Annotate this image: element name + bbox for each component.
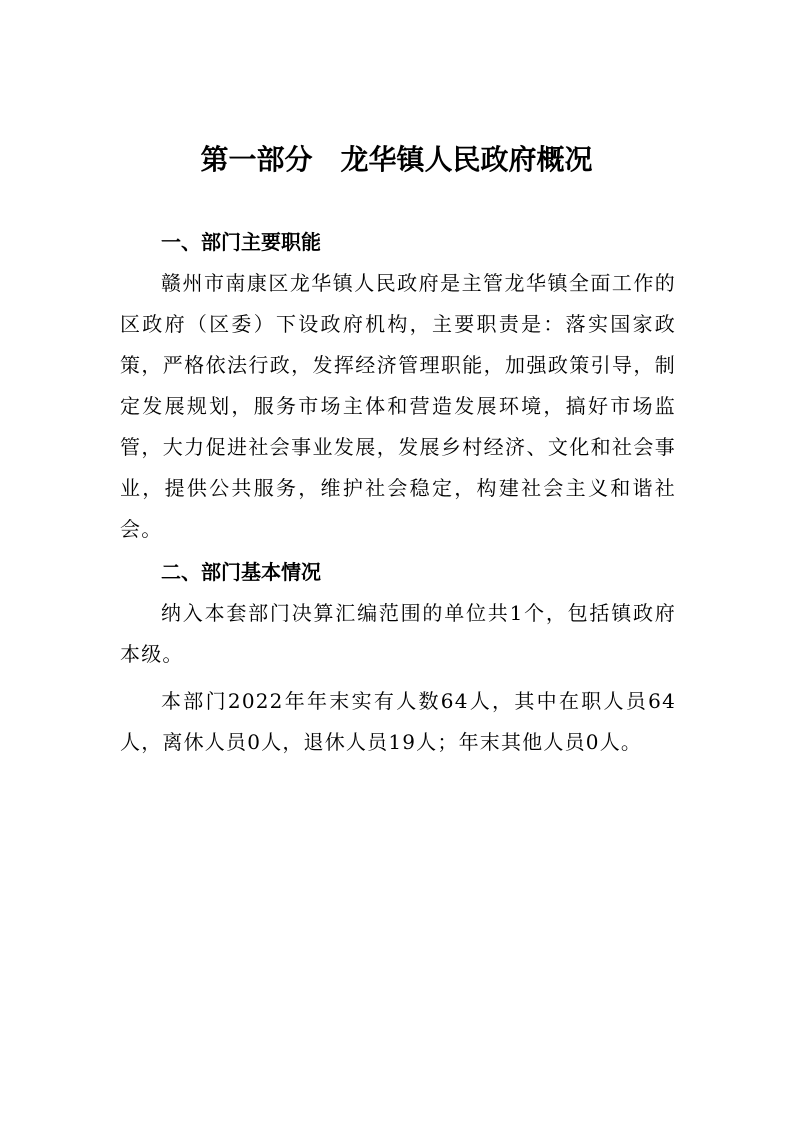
document-body [120,222,676,763]
section-heading-functions: 一、部门主要职能 [161,230,321,254]
paragraph-staff: 本部门2022年年末实有人数64人，其中在职人员64人，离休人员0人，退休人员19人；年末其他人员0人。 [120,689,676,754]
section-heading-basic-info: 二、部门基本情况 [161,560,321,584]
paragraph-units: 纳入本套部门决算汇编范围的单位共1个，包括镇政府本级。 [120,601,676,666]
page-title: 第一部分 龙华镇人民政府概况 [200,143,593,176]
paragraph-functions: 赣州市南康区龙华镇人民政府是主管龙华镇全面工作的区政府（区委）下设政府机构，主要职责是：落实国家政策，严格依法行政，发挥经济管理职能，加强政策引导，制定发展规划，服务市场主体和营造发展环境，搞好市场监管，大力促进社会事业发展，发展乡村经济、文化和社会事业，提供公共服务，维护社会稳定，构建社会主义和谐社会。 [120,271,676,541]
